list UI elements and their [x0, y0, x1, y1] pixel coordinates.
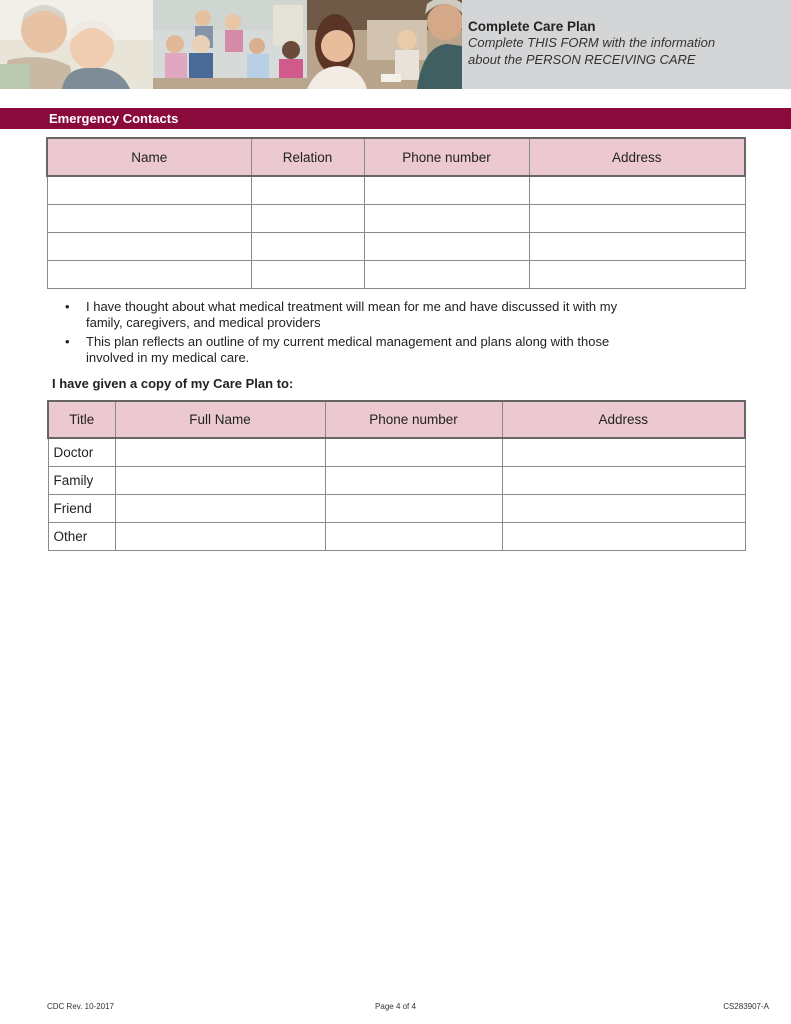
table-row	[48, 495, 745, 523]
column-header-phone: Phone number	[325, 401, 502, 438]
row-label-family: Family	[48, 467, 115, 495]
table-row	[48, 438, 745, 467]
form-title: Complete Care Plan	[468, 19, 596, 34]
column-header-name: Name	[47, 138, 251, 176]
address-field[interactable]	[529, 205, 745, 233]
relation-field[interactable]	[251, 205, 364, 233]
statement-item: • I have thought about what medical treatment will mean for me and have discussed it with my family, caregivers, and medical providers	[63, 299, 623, 331]
column-header-address: Address	[529, 138, 745, 176]
full-name-field[interactable]	[115, 438, 325, 467]
phone-field[interactable]	[364, 176, 529, 205]
emergency-contacts-heading: Emergency Contacts	[0, 108, 791, 129]
phone-field[interactable]	[364, 261, 529, 289]
name-field[interactable]	[47, 233, 251, 261]
group-of-seniors-photo	[153, 0, 307, 89]
table-header-row	[47, 138, 745, 176]
table-row	[48, 467, 745, 495]
column-header-full-name: Full Name	[115, 401, 325, 438]
emergency-contacts-table	[46, 137, 746, 289]
table-header-row	[48, 401, 745, 438]
statement-item: • This plan reflects an outline of my current medical management and plans along with those involved in my medical care.	[63, 334, 623, 366]
phone-field[interactable]	[364, 233, 529, 261]
phone-field[interactable]	[364, 205, 529, 233]
phone-field[interactable]	[325, 523, 502, 551]
row-label-doctor: Doctor	[48, 438, 115, 467]
table-row	[47, 205, 745, 233]
footer-revision: CDC Rev. 10-2017	[47, 1002, 114, 1011]
statement-list	[63, 299, 623, 369]
address-field[interactable]	[502, 523, 745, 551]
name-field[interactable]	[47, 205, 251, 233]
address-field[interactable]	[502, 495, 745, 523]
row-label-friend: Friend	[48, 495, 115, 523]
address-field[interactable]	[529, 233, 745, 261]
full-name-field[interactable]	[115, 467, 325, 495]
footer-form-id: CS283907-A	[723, 1002, 769, 1011]
form-subtitle-line-1: Complete THIS FORM with the information	[468, 35, 716, 50]
name-field[interactable]	[47, 261, 251, 289]
column-header-phone: Phone number	[364, 138, 529, 176]
elderly-couple-photo	[0, 0, 153, 89]
address-field[interactable]	[529, 261, 745, 289]
caregiver-with-seniors-photo	[307, 0, 462, 89]
page-header	[0, 0, 791, 89]
footer-page-number: Page 4 of 4	[375, 1002, 416, 1011]
form-title-box	[462, 0, 791, 89]
relation-field[interactable]	[251, 176, 364, 205]
address-field[interactable]	[529, 176, 745, 205]
address-field[interactable]	[502, 438, 745, 467]
table-row	[48, 523, 745, 551]
table-row	[47, 261, 745, 289]
copy-recipients-table	[47, 400, 746, 551]
form-subtitle-line-2: about the PERSON RECEIVING CARE	[468, 51, 696, 67]
address-field[interactable]	[502, 467, 745, 495]
column-header-relation: Relation	[251, 138, 364, 176]
row-label-other: Other	[48, 523, 115, 551]
phone-field[interactable]	[325, 467, 502, 495]
column-header-title: Title	[48, 401, 115, 438]
relation-field[interactable]	[251, 233, 364, 261]
phone-field[interactable]	[325, 438, 502, 467]
table-row	[47, 176, 745, 205]
copy-recipients-heading: I have given a copy of my Care Plan to:	[52, 376, 294, 391]
name-field[interactable]	[47, 176, 251, 205]
column-header-address: Address	[502, 401, 745, 438]
full-name-field[interactable]	[115, 523, 325, 551]
full-name-field[interactable]	[115, 495, 325, 523]
phone-field[interactable]	[325, 495, 502, 523]
table-row	[47, 233, 745, 261]
relation-field[interactable]	[251, 261, 364, 289]
